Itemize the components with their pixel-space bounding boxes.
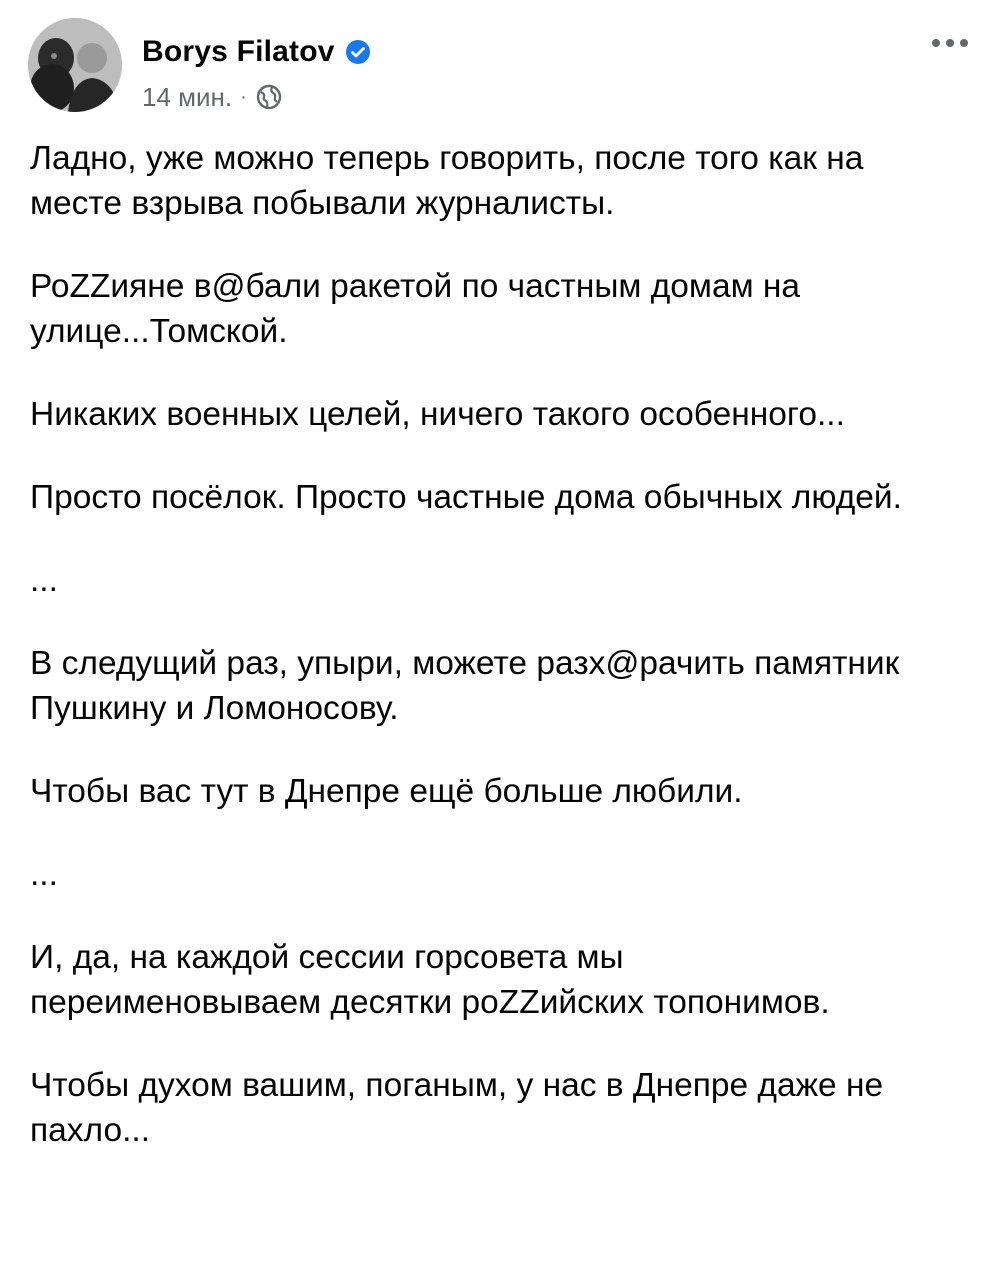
more-options-icon[interactable] xyxy=(929,28,971,58)
post-paragraph: ... xyxy=(30,562,58,599)
meta-separator: · xyxy=(240,85,247,108)
verified-badge-icon xyxy=(345,39,371,65)
post-paragraph: Просто посёлок. Просто частные дома обычных людей. xyxy=(30,479,902,516)
author-row xyxy=(142,32,371,72)
post-header xyxy=(0,0,999,130)
post-paragraph: Чтобы вас тут в Днепре ещё больше любили. xyxy=(30,773,743,810)
globe-icon[interactable] xyxy=(255,83,283,111)
author-name[interactable]: Borys Filatov xyxy=(142,35,335,68)
post-paragraph: Чтобы духом вашим, поганым, у нас в Днепре даже не пахло... xyxy=(30,1067,884,1149)
post-paragraph: ... xyxy=(30,856,58,893)
author-avatar[interactable] xyxy=(28,18,122,112)
post-paragraph: РоZZияне в@бали ракетой по частным домам на улице...Томской. xyxy=(30,268,801,350)
post-timestamp[interactable]: 14 мин. xyxy=(142,81,233,112)
post-paragraph: Ладно, уже можно теперь говорить, после того как на месте взрыва побывали журналисты. xyxy=(30,140,864,222)
post-text xyxy=(30,136,975,1191)
post-paragraph: И, да, на каждой сессии горсовета мы переименовываем десятки роZZийских топонимов. xyxy=(30,939,830,1021)
post-paragraph: Никаких военных целей, ничего такого особенного... xyxy=(30,396,845,433)
post-paragraph: В следущий раз, упыри, можете разх@рачить памятник Пушкину и Ломоносову. xyxy=(30,645,900,727)
post-meta xyxy=(142,80,283,114)
